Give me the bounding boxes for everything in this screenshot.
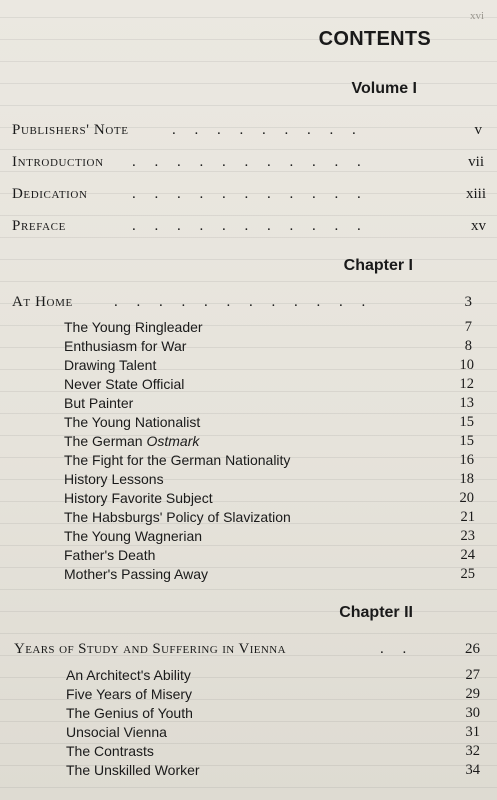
toc-subentry-label [64, 433, 199, 449]
toc-subentry[interactable] [64, 509, 475, 529]
toc-entry-preface[interactable] [12, 218, 486, 238]
volume-heading: Volume I [351, 80, 417, 97]
toc-subentry[interactable] [64, 376, 474, 396]
toc-subentry-label: The Unskilled Worker [66, 762, 200, 778]
toc-subentry[interactable] [66, 724, 480, 744]
toc-subentry[interactable] [64, 452, 474, 472]
chapter-1-heading: Chapter I [343, 257, 413, 274]
toc-page-number: 8 [464, 338, 472, 354]
toc-subentry-label: Never State Official [64, 376, 185, 392]
toc-page-number: 26 [465, 641, 480, 657]
toc-page-number: 30 [465, 705, 480, 721]
toc-page-number: 32 [465, 743, 480, 759]
toc-page-number: 21 [460, 509, 475, 525]
toc-entry-label: Preface [12, 218, 66, 234]
toc-page-number: 29 [465, 686, 480, 702]
toc-subentry-label: The Habsburgs' Policy of Slavization [64, 509, 291, 525]
toc-subentry[interactable] [64, 471, 474, 491]
toc-subentry[interactable] [66, 743, 480, 763]
toc-page-number: v [474, 122, 482, 138]
toc-entry-label: Introduction [12, 154, 104, 170]
toc-entry-label: Dedication [12, 186, 88, 202]
toc-subentry[interactable] [64, 547, 475, 567]
toc-entry-dedication[interactable] [12, 186, 486, 206]
toc-subentry[interactable] [64, 338, 472, 358]
toc-page-number: 3 [464, 294, 472, 310]
toc-subentry[interactable] [64, 395, 474, 415]
dot-leader: . . . . . . . . . . . [132, 154, 361, 170]
toc-subentry[interactable] [66, 762, 480, 782]
toc-subentry[interactable] [64, 490, 474, 510]
toc-subentry[interactable] [64, 357, 474, 377]
toc-page-number: vii [468, 154, 484, 170]
toc-subentry-label: The Young Wagnerian [64, 528, 203, 544]
toc-page-number: 27 [465, 667, 480, 683]
toc-subentry-label: The Genius of Youth [66, 705, 193, 721]
dot-leader: . . . . . . . . . . . [132, 218, 361, 234]
toc-entry-label: Publishers' Note [12, 122, 129, 138]
toc-page-number: 10 [459, 357, 474, 373]
toc-subentry-label: History Lessons [64, 471, 164, 487]
toc-entry-introduction[interactable] [12, 154, 484, 174]
dot-leader: . . . . . . . . . . . [132, 186, 361, 202]
toc-entry-years-of-study[interactable] [14, 641, 480, 661]
toc-subentry[interactable] [66, 705, 480, 725]
toc-page-number: 23 [460, 528, 475, 544]
toc-subentry[interactable] [66, 667, 480, 687]
toc-page-number: 15 [459, 433, 474, 449]
chapter-2-heading: Chapter II [339, 604, 413, 621]
toc-subentry[interactable] [64, 433, 474, 453]
toc-subentry[interactable] [64, 414, 474, 434]
toc-entry-publishers-note[interactable] [12, 122, 482, 142]
toc-subentry[interactable] [64, 319, 472, 339]
toc-subentry-label: The Fight for the German Nationality [64, 452, 291, 468]
toc-subentry-label: Unsocial Vienna [66, 724, 167, 740]
toc-subentry-label: Five Years of Misery [66, 686, 193, 702]
toc-page-number: 24 [460, 547, 475, 563]
toc-subentry-label: The Young Ringleader [64, 319, 203, 335]
toc-subentry-label: Drawing Talent [64, 357, 157, 373]
toc-page-number: xv [471, 218, 486, 234]
toc-entry-at-home[interactable] [12, 294, 472, 314]
toc-subentry-label: The Young Nationalist [64, 414, 201, 430]
toc-page-number: xiii [465, 186, 486, 202]
toc-page-number: 7 [464, 319, 472, 335]
label-italic-text: Ostmark [146, 433, 200, 449]
toc-subentry-label: Mother's Passing Away [64, 566, 209, 582]
toc-subentry-label: The Contrasts [66, 743, 154, 759]
toc-subentry-label: An Architect's Ability [66, 667, 191, 683]
toc-page-number: 20 [459, 490, 474, 506]
dot-leader: . . . . . . . . . [172, 122, 356, 138]
toc-page-number: 31 [465, 724, 480, 740]
toc-page-number: 15 [459, 414, 474, 430]
toc-page-number: 16 [459, 452, 474, 468]
toc-page-number: 12 [459, 376, 474, 392]
toc-page-number: 13 [459, 395, 474, 411]
toc-page-number: 25 [460, 566, 475, 582]
toc-page-number: 34 [465, 762, 480, 778]
toc-subentry-label: But Painter [64, 395, 134, 411]
label-text: The German [64, 433, 147, 449]
dot-leader: . . [380, 641, 407, 657]
toc-subentry[interactable] [64, 566, 475, 586]
contents-title: CONTENTS [318, 28, 431, 50]
dot-leader: . . . . . . . . . . . . [114, 294, 366, 310]
toc-page-number: 18 [459, 471, 474, 487]
toc-subentry-label: Father's Death [64, 547, 156, 563]
toc-subentry[interactable] [66, 686, 480, 706]
page-marker: xvi [470, 10, 485, 22]
toc-subentry[interactable] [64, 528, 475, 548]
toc-entry-label: At Home [12, 294, 73, 310]
toc-entry-label: Years of Study and Suffering in Vienna [14, 641, 286, 657]
toc-subentry-label: History Favorite Subject [64, 490, 213, 506]
toc-subentry-label: Enthusiasm for War [64, 338, 187, 354]
